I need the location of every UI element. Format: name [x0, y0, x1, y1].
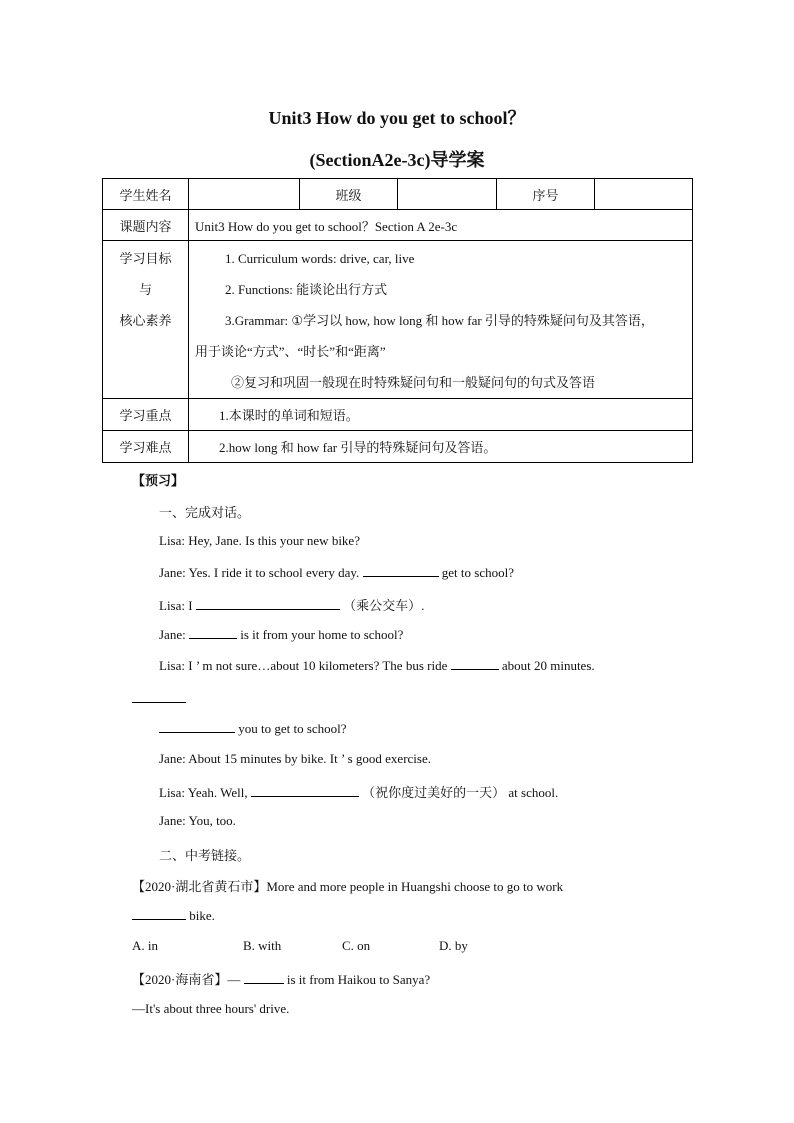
goal-1: 1. Curriculum words: drive, car, live: [225, 251, 415, 266]
goals-content: [189, 241, 693, 399]
difficult-points-row: [103, 431, 693, 463]
dialogue-line-4-end: is it from your home to school?: [240, 627, 404, 642]
key-points-label: 学习重点: [103, 399, 189, 431]
option-a[interactable]: A. in: [132, 938, 158, 953]
answer-blank[interactable]: [196, 597, 340, 610]
student-name-label: 学生姓名: [103, 179, 189, 210]
lesson-info-table: [102, 178, 693, 463]
exam-question-1-end: bike.: [189, 908, 215, 923]
dialogue-line-3-end: （乘公交车）.: [343, 598, 425, 613]
key-points-value: 1.本课时的单词和短语。: [189, 399, 693, 431]
key-points-row: [103, 399, 693, 431]
dialogue-line-6-text: you to get to school?: [238, 721, 347, 736]
class-label: 班级: [300, 179, 398, 210]
answer-blank[interactable]: [244, 971, 284, 984]
dialogue-line-1: Lisa: Hey, Jane. Is this your new bike?: [159, 533, 360, 548]
student-info-row: [103, 179, 693, 210]
exam-question-2: [132, 969, 430, 988]
answer-blank[interactable]: [132, 690, 186, 703]
goal-2: 2. Functions: 能谈论出行方式: [225, 282, 388, 297]
exam-question-1: 【2020·湖北省黄石市】More and more people in Huangshi choose to go to work: [132, 879, 564, 894]
seat-number-cell[interactable]: [595, 179, 693, 210]
class-cell[interactable]: [398, 179, 497, 210]
answer-blank[interactable]: [451, 657, 499, 670]
goal-3-line-3: ②复习和巩固一般现在时特殊疑问句和一般疑问句的句式及答语: [231, 375, 596, 390]
answer-blank[interactable]: [363, 564, 439, 577]
goals-row: [103, 241, 693, 399]
dialogue-line-8-start: Lisa: Yeah. Well,: [159, 785, 248, 800]
option-c[interactable]: C. on: [342, 938, 371, 953]
document-subtitle: (SectionA2e-3c)导学案: [309, 150, 485, 170]
seat-number-label: 序号: [497, 179, 595, 210]
answer-blank[interactable]: [189, 626, 237, 639]
dialogue-line-5-continued: [132, 690, 186, 707]
option-b[interactable]: B. with: [243, 938, 282, 953]
dialogue-line-8-end: （祝你度过美好的一天） at school.: [362, 785, 559, 800]
goal-3-line-2: 用于谈论“方式”、“时长”和“距离”: [195, 344, 386, 359]
goal-3-line-1: 3.Grammar: ①学习以 how, how long 和 how far 引导的特殊疑问句及其答语，: [225, 313, 654, 328]
dialogue-line-2-end: get to school?: [441, 565, 514, 580]
option-d[interactable]: D. by: [439, 938, 468, 953]
topic-value: Unit3 How do you get to school？Section A 2e-3c: [189, 210, 693, 241]
document-title: Unit3 How do you get to school？: [268, 108, 526, 128]
difficult-points-value: 2.how long 和 how far 引导的特殊疑问句及答语。: [189, 431, 693, 463]
exam-question-2-start: 【2020·海南省】—: [132, 972, 241, 987]
goals-label-line-1: 学习目标: [119, 251, 172, 266]
dialogue-line-7: Jane: About 15 minutes by bike. It ’ s good exercise.: [159, 751, 431, 766]
dialogue-line-5: [159, 657, 661, 674]
dialogue-line-4: [159, 626, 403, 643]
dialogue-line-6: [159, 720, 347, 737]
goals-label: [103, 241, 189, 399]
difficult-points-label: 学习难点: [103, 431, 189, 463]
preview-heading: 【预习】: [132, 473, 185, 488]
goals-label-line-2: 与: [138, 282, 152, 297]
answer-blank[interactable]: [251, 784, 359, 797]
student-name-cell[interactable]: [189, 179, 300, 210]
exam-question-2-answer: —It's about three hours' drive.: [132, 1001, 290, 1016]
part2-title: 二、中考链接。: [159, 848, 251, 863]
goals-label-line-3: 核心素养: [119, 313, 172, 328]
dialogue-line-9: Jane: You, too.: [159, 813, 236, 828]
dialogue-line-5-end: about 20 minutes.: [501, 658, 595, 673]
dialogue-line-2-start: Jane: Yes. I ride it to school every day.: [159, 565, 360, 580]
dialogue-line-3-start: Lisa: I: [159, 598, 193, 613]
exam-question-1-continued: [132, 907, 215, 924]
exam-question-2-end: is it from Haikou to Sanya?: [286, 972, 431, 987]
dialogue-line-4-start: Jane:: [159, 627, 186, 642]
dialogue-line-8: [159, 782, 558, 801]
topic-label: 课题内容: [103, 210, 189, 241]
dialogue-line-5-start: Lisa: I ’ m not sure…about 10 kilometers? The bus ride: [159, 658, 448, 673]
dialogue-line-2: [159, 564, 514, 581]
part1-title: 一、完成对话。: [159, 505, 251, 520]
answer-blank[interactable]: [159, 720, 235, 733]
topic-row: [103, 210, 693, 241]
answer-blank[interactable]: [132, 907, 186, 920]
dialogue-line-3: [159, 595, 424, 614]
